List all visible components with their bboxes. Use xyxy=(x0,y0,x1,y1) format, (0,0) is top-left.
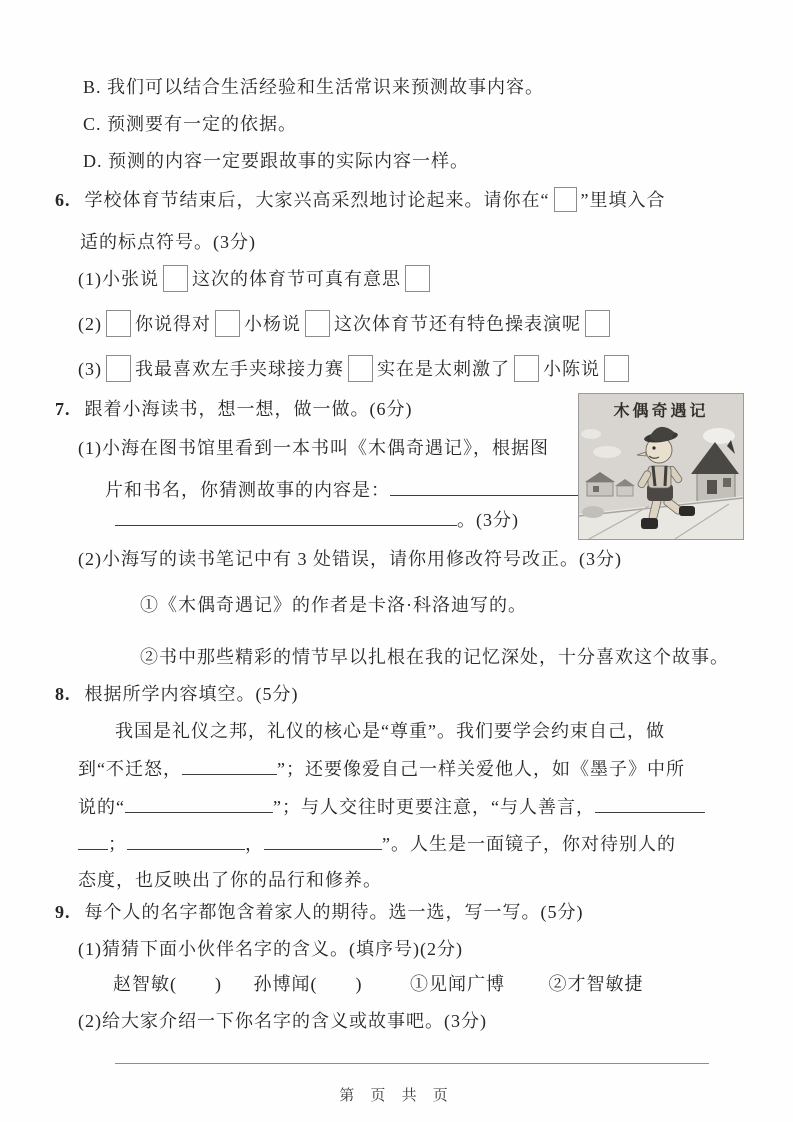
q7-sub1-text-c: 。(3分) xyxy=(457,509,519,530)
option-b xyxy=(83,74,544,100)
punctuation-box[interactable] xyxy=(514,355,539,382)
q7-sub1-line3 xyxy=(115,506,519,533)
punctuation-box[interactable] xyxy=(106,310,131,337)
q8-p4-text-c: ”。人生是一面镜子，你对待别人的 xyxy=(382,833,676,854)
question-8-number: 8. xyxy=(55,684,71,704)
question-9-stem xyxy=(55,899,584,925)
question-6-stem-line2 xyxy=(80,229,256,255)
book-title: 木偶奇遇记 xyxy=(613,403,709,420)
q6-stem-part2: ”里填入合 xyxy=(580,190,666,210)
q6-item3-text3: 实在是太刺激了 xyxy=(377,359,510,379)
q8-p5-text: 态度，也反映出了你的品行和修养。 xyxy=(78,870,382,890)
q6-item3-text1: (3) xyxy=(78,359,102,379)
book-cover-image xyxy=(578,393,744,540)
q7-note2-text: ②书中那些精彩的情节早以扎根在我的记忆深处，十分喜欢这个故事。 xyxy=(140,647,729,667)
option-c xyxy=(83,111,297,137)
answer-blank[interactable] xyxy=(127,830,245,850)
q8-p4-text-a: ； xyxy=(108,833,127,854)
answer-blank[interactable] xyxy=(78,830,108,850)
q9-sub1 xyxy=(78,936,463,962)
punctuation-box[interactable] xyxy=(554,187,577,212)
q7-stem-text: 跟着小海读书，想一想，做一做。(6分) xyxy=(84,399,413,419)
question-9-number: 9. xyxy=(55,902,71,922)
q6-item-1 xyxy=(78,265,434,292)
q8-paragraph-line3 xyxy=(78,793,705,820)
option-b-text: B. 我们可以结合生活经验和生活常识来预测故事内容。 xyxy=(83,77,545,97)
question-6-stem-line1 xyxy=(55,187,666,213)
q8-p4-text-b: ， xyxy=(245,833,264,854)
q6-item2-text4: 这次体育节还有特色操表演呢 xyxy=(334,314,581,334)
punctuation-box[interactable] xyxy=(163,265,188,292)
q8-paragraph-line2 xyxy=(78,755,685,782)
q6-stem-part1: 学校体育节结束后，大家兴高采烈地讨论起来。请你在“ xyxy=(84,190,550,210)
question-7-stem xyxy=(55,396,413,422)
q7-sub1-line1 xyxy=(78,435,549,461)
q6-stem-part3: 适的标点符号。(3分) xyxy=(80,232,256,252)
q6-item-3 xyxy=(78,355,633,382)
q8-paragraph-line4 xyxy=(78,830,676,857)
book-cover-illustration xyxy=(579,394,743,539)
q7-sub1-text-a: (1)小海在图书馆里看到一本书叫《木偶奇遇记》，根据图 xyxy=(78,438,549,458)
q6-item2-text1: (2) xyxy=(78,314,102,334)
q6-item-2 xyxy=(78,310,614,337)
q7-note-2 xyxy=(140,644,729,670)
punctuation-box[interactable] xyxy=(585,310,610,337)
option-d xyxy=(83,148,469,174)
q9-sub2-text: (2)给大家介绍一下你名字的含义或故事吧。(3分) xyxy=(78,1011,487,1031)
question-6-number: 6. xyxy=(55,190,71,210)
answer-blank[interactable] xyxy=(264,830,382,850)
q7-sub1-text-b: 片和书名，你猜测故事的内容是： xyxy=(105,479,390,500)
footer-divider xyxy=(115,1063,709,1064)
answer-blank[interactable] xyxy=(182,755,277,775)
q6-item3-text4: 小陈说 xyxy=(543,359,600,379)
question-7-number: 7. xyxy=(55,399,71,419)
q9-name-2[interactable]: 孙博闻( ) xyxy=(253,974,363,994)
answer-blank[interactable] xyxy=(125,793,273,813)
q7-note1-text: ①《木偶奇遇记》的作者是卡洛·科洛迪写的。 xyxy=(140,595,527,615)
punctuation-box[interactable] xyxy=(405,265,430,292)
question-8-stem xyxy=(55,681,299,707)
q6-item1-text2: 这次的体育节可真有意思 xyxy=(192,269,401,289)
q8-p2-text-b: ”；还要像爱自己一样关爱他人，如《墨子》中所 xyxy=(277,758,685,779)
q8-stem-text: 根据所学内容填空。(5分) xyxy=(84,684,299,704)
q8-p3-text-a: 说的“ xyxy=(78,796,125,817)
answer-blank[interactable] xyxy=(595,793,705,813)
q8-p3-text-b: ”；与人交往时更要注意，“与人善言， xyxy=(273,796,595,817)
q9-name-1[interactable]: 赵智敏( ) xyxy=(113,974,222,994)
q8-paragraph-line5 xyxy=(78,867,382,893)
q8-paragraph-line1 xyxy=(115,718,665,744)
option-d-text: D. 预测的内容一定要跟故事的实际内容一样。 xyxy=(83,151,469,171)
q6-item1-text1: (1)小张说 xyxy=(78,269,159,289)
q7-sub2-text: (2)小海写的读书笔记中有 3 处错误，请你用修改符号改正。(3分) xyxy=(78,549,622,569)
q6-item3-text2: 我最喜欢左手夹球接力赛 xyxy=(135,359,344,379)
option-c-text: C. 预测要有一定的依据。 xyxy=(83,114,298,134)
q9-stem-text: 每个人的名字都饱含着家人的期待。选一选，写一写。(5分) xyxy=(84,902,584,922)
q7-note-1 xyxy=(140,592,527,618)
q8-p2-text-a: 到“不迁怒， xyxy=(78,758,182,779)
answer-blank[interactable] xyxy=(115,506,457,526)
q7-sub1-line2 xyxy=(105,476,620,503)
punctuation-box[interactable] xyxy=(604,355,629,382)
q9-option-1: ①见闻广博 xyxy=(410,974,505,994)
q9-sub1-text: (1)猜猜下面小伙伴名字的含义。(填序号)(2分) xyxy=(78,939,463,959)
punctuation-box[interactable] xyxy=(215,310,240,337)
q6-item2-text3: 小杨说 xyxy=(244,314,301,334)
q9-option-2: ②才智敏捷 xyxy=(548,974,644,994)
punctuation-box[interactable] xyxy=(106,355,131,382)
q9-name-matching-row xyxy=(113,971,644,997)
punctuation-box[interactable] xyxy=(348,355,373,382)
q9-sub2 xyxy=(78,1008,487,1034)
punctuation-box[interactable] xyxy=(305,310,330,337)
q6-item2-text2: 你说得对 xyxy=(135,314,211,334)
q7-sub2 xyxy=(78,546,622,572)
q8-p1-text: 我国是礼仪之邦，礼仪的核心是“尊重”。我们要学会约束自己，做 xyxy=(115,721,665,741)
page-footer: 第 页 共 页 xyxy=(339,1087,454,1104)
